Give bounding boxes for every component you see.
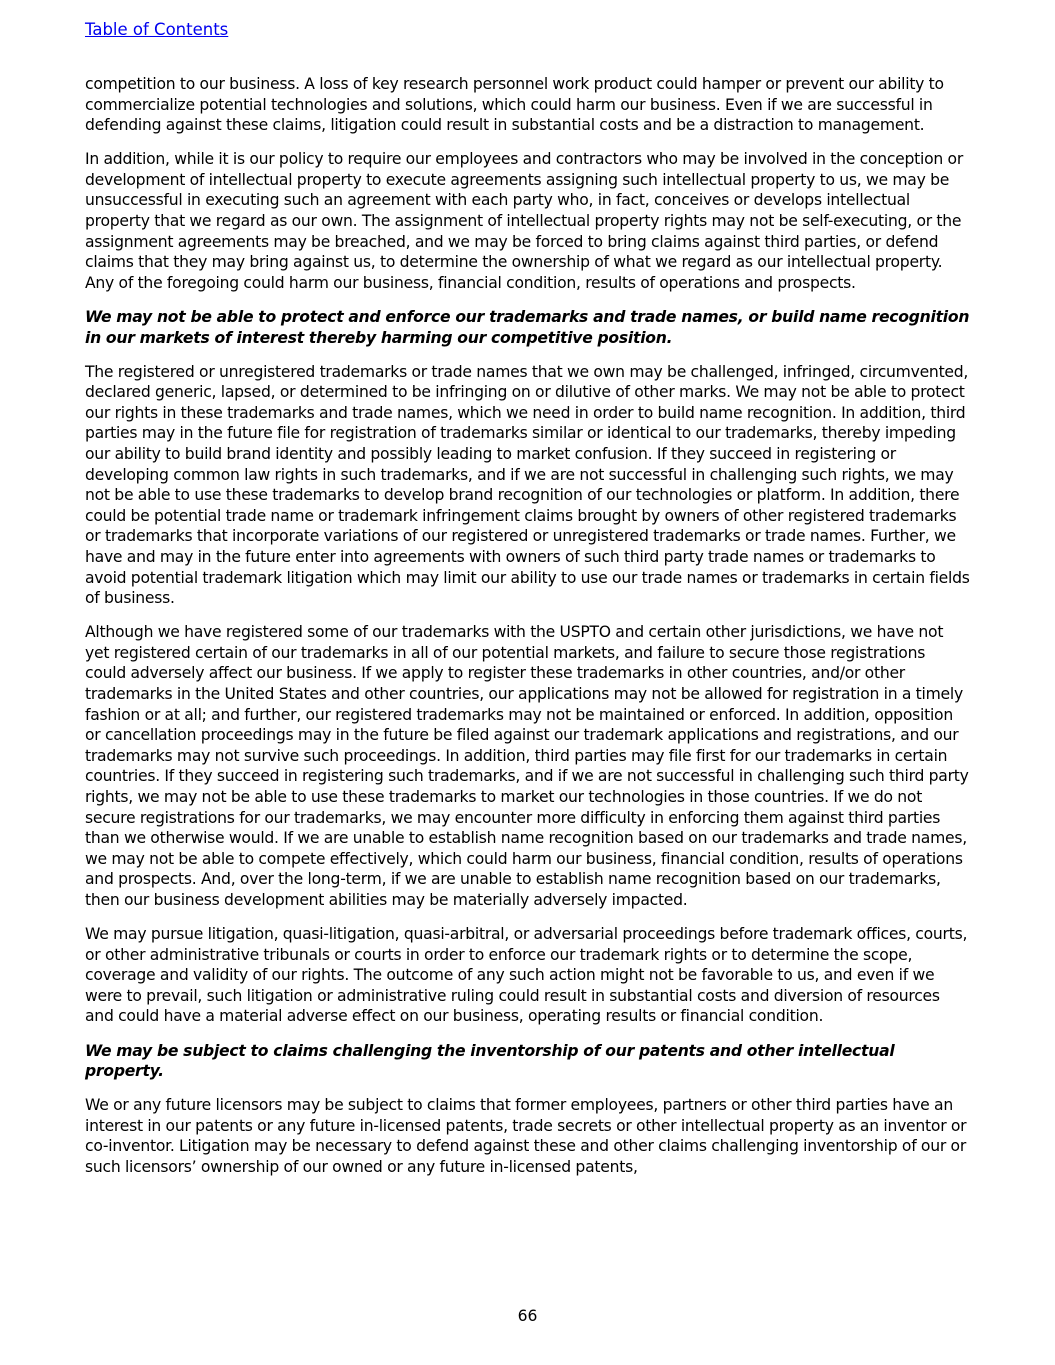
paragraph-trademark-registration: Although we have registered some of our trademarks with the USPTO and certain other jurisdictions, we have not yet registered certain of our trademarks in all of our potential markets, and failure to secure those registrations could adversely affect our business. If we apply to register these trademarks in other countries, and/or other trademarks in the United States and other countries, our applications may not be allowed for registration in a timely fashion or at all; and further, our registered trademarks may not be maintained or enforced. In addition, opposition or cancellation proceedings may in the future be filed against our trademark applications and registrations, and our trademarks may not survive such proceedings. In addition, third parties may file first for our trademarks in certain countries. If they succeed in registering such trademarks, and if we are not successful in challenging such third party rights, we may not be able to use these trademarks to market our technologies in those countries. If we do not secure registrations for our trademarks, we may encounter more difficulty in enforcing them against third parties than we otherwise would. If we are unable to establish name recognition based on our trademarks and trade names, we may not be able to compete effectively, which could harm our business, financial condition, results of operations and prospects. And, over the long-term, if we are unable to establish name recognition based on our trademarks, then our business development abilities may be materially adversely impacted. bbox=[85, 623, 969, 909]
page-number: 66 bbox=[517, 1307, 538, 1325]
paragraph-inventorship-claims: We or any future licensors may be subject to claims that former employees, partners or other third parties have an interest in our patents or any future in-licensed patents, trade secrets or other intellectual property as an inventor or co-inventor. Litigation may be necessary to defend against these and other claims challenging inventorship of our or such licensors’ ownership of our owned or any future in-licensed patents, bbox=[85, 1096, 967, 1176]
document-body bbox=[85, 74, 970, 1178]
paragraph-trademark-litigation: We may pursue litigation, quasi-litigation, quasi-arbitral, or adversarial proceedings before trademark offices, courts, or other administrative tribunals or courts in order to enforce our trademark rights or to determine the scope, coverage and validity of our rights. The outcome of any such action might not be favorable to us, and even if we were to prevail, such litigation or administrative ruling could result in substantial costs and diversion of resources and could have a material adverse effect on our business, operating results or financial condition. bbox=[85, 925, 968, 1026]
paragraph-assignment-agreements: In addition, while it is our policy to require our employees and contractors who may be involved in the conception or development of intellectual property to execute agreements assigning such intellectual property to us, we may be unsuccessful in executing such an agreement with each party who, in fact, conceives or develops intellectual property that we regard as our own. The assignment of intellectual property rights may not be self-executing, or the assignment agreements may be breached, and we may be forced to bring claims against third parties, or defend claims that they may bring against us, to determine the ownership of what we regard as our intellectual property. Any of the foregoing could harm our business, financial condition, results of operations and prospects. bbox=[85, 150, 963, 292]
heading-trademarks-risk: We may not be able to protect and enforce our trademarks and trade names, or build name recognition in our markets of interest thereby harming our competitive position. bbox=[85, 307, 970, 347]
table-of-contents-link[interactable]: Table of Contents bbox=[85, 20, 229, 39]
paragraph-trademark-challenges: The registered or unregistered trademarks or trade names that we own may be challenged, infringed, circumvented, declared generic, lapsed, or determined to be infringing on or dilutive of other marks. We may not be able to protect our rights in these trademarks and trade names, which we need in order to build name recognition. In addition, third parties may in the future file for registration of trademarks similar or identical to our trademarks, thereby impeding our ability to build brand identity and possibly leading to market confusion. If they succeed in registering or developing common law rights in such trademarks, and if we are not successful in challenging such rights, we may not be able to use these trademarks to develop brand recognition of our technologies or platform. In addition, there could be potential trade name or trademark infringement claims brought by owners of other registered trademarks or trademarks that incorporate variations of our registered or unregistered trademarks or trade names. Further, we have and may in the future enter into agreements with owners of such third party trade names or trademarks to avoid potential trademark litigation which may limit our ability to use our trade names or trademarks in certain fields of business. bbox=[85, 362, 970, 608]
heading-inventorship-risk: We may be subject to claims challenging the inventorship of our patents and other intellectual property. bbox=[85, 1041, 895, 1081]
document-page bbox=[85, 19, 970, 1191]
paragraph-competition: competition to our business. A loss of key research personnel work product could hamper or prevent our ability to commercialize potential technologies and solutions, which could harm our business. Even if we are successful in defending against these claims, litigation could result in substantial costs and be a distraction to management. bbox=[85, 75, 944, 135]
